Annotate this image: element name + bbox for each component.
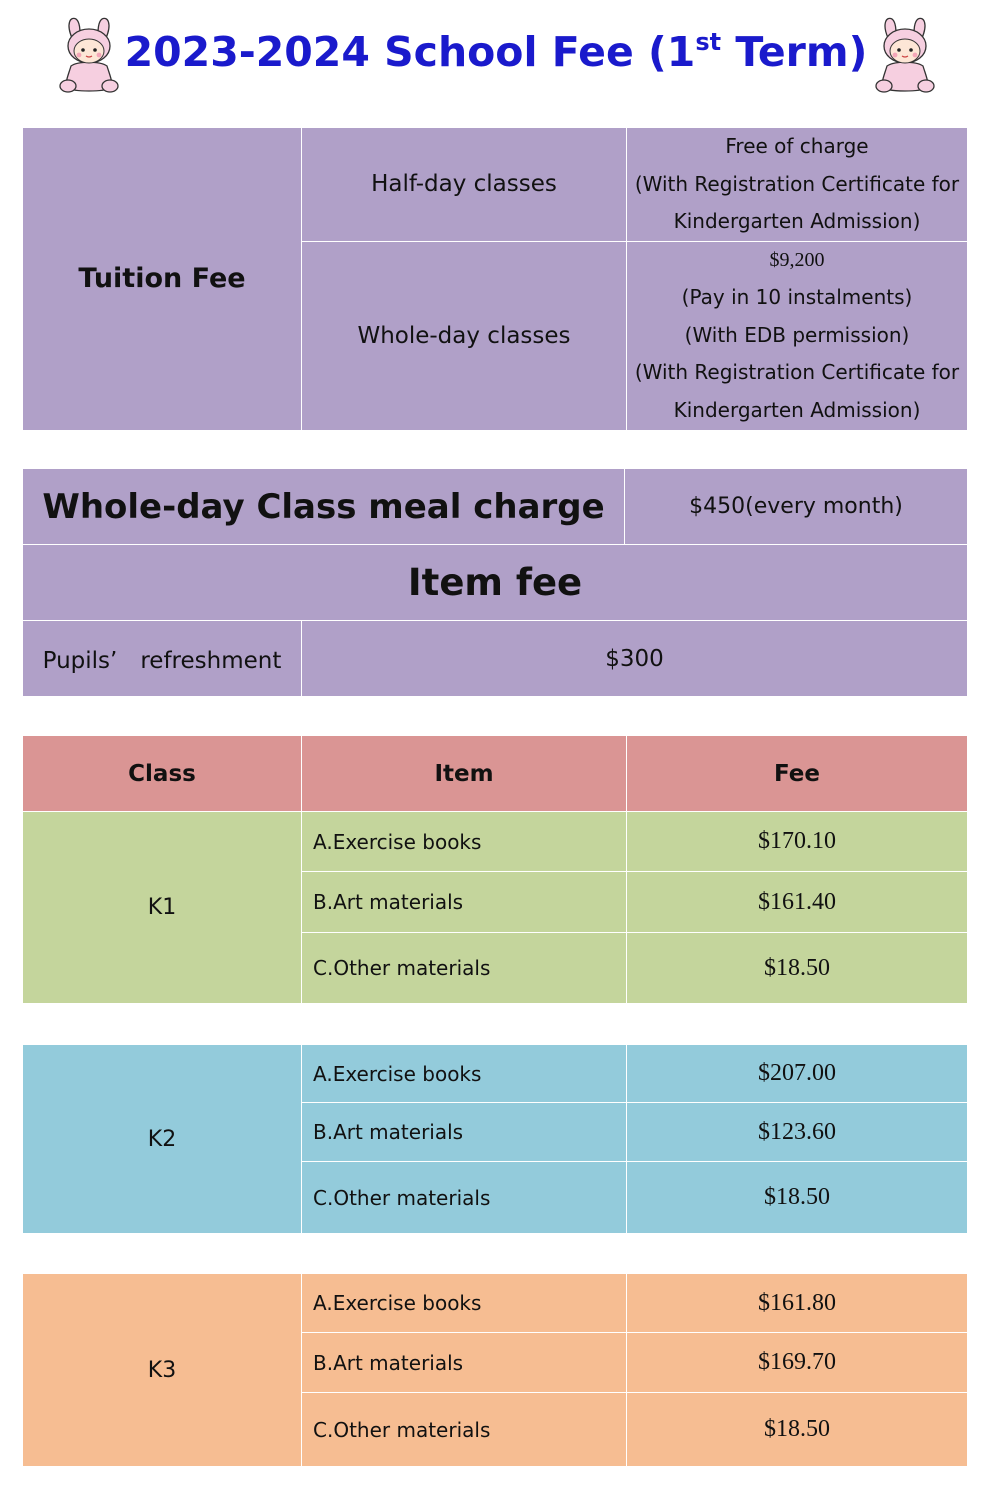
bunny-baby-icon bbox=[58, 16, 120, 96]
item-name: C.Other materials bbox=[302, 1393, 627, 1467]
item-name: B.Art materials bbox=[302, 1103, 627, 1162]
item-fee: $123.60 bbox=[627, 1103, 968, 1162]
whole-day-label: Whole-day classes bbox=[302, 241, 627, 430]
whole-day-fee: $9,200 (Pay in 10 instalments) (With EDB permission) (With Registration Certificate for Kindergarten Admission) bbox=[627, 241, 968, 430]
item-fee: $18.50 bbox=[627, 1162, 968, 1234]
item-fee: $170.10 bbox=[627, 812, 968, 872]
meal-item-table bbox=[22, 468, 968, 697]
item-fee: $207.00 bbox=[627, 1045, 968, 1103]
tuition-fee-label: Tuition Fee bbox=[23, 128, 302, 431]
item-fee: $18.50 bbox=[627, 1393, 968, 1467]
item-name: C.Other materials bbox=[302, 933, 627, 1004]
half-day-label: Half-day classes bbox=[302, 128, 627, 242]
class-name: K2 bbox=[23, 1045, 302, 1234]
class-k3-table bbox=[22, 1273, 968, 1467]
meal-charge-label: Whole-day Class meal charge bbox=[23, 469, 625, 545]
refreshment-value: $300 bbox=[302, 621, 968, 697]
refreshment-label: Pupils’ refreshment bbox=[23, 621, 302, 697]
class-k2-table bbox=[22, 1044, 968, 1234]
meal-charge-value: $450(every month) bbox=[625, 469, 968, 545]
item-name: A.Exercise books bbox=[302, 812, 627, 872]
class-name: K1 bbox=[23, 812, 302, 1004]
header-fee: Fee bbox=[627, 736, 968, 812]
item-fee: $161.40 bbox=[627, 872, 968, 933]
item-name: A.Exercise books bbox=[302, 1045, 627, 1103]
item-fee: $18.50 bbox=[627, 933, 968, 1004]
item-name: B.Art materials bbox=[302, 1333, 627, 1393]
class-name: K3 bbox=[23, 1274, 302, 1467]
header-item: Item bbox=[302, 736, 627, 812]
bunny-baby-icon bbox=[874, 16, 936, 96]
header-class: Class bbox=[23, 736, 302, 812]
item-name: A.Exercise books bbox=[302, 1274, 627, 1333]
item-fee: $169.70 bbox=[627, 1333, 968, 1393]
tuition-table bbox=[22, 127, 968, 431]
class-k1-table bbox=[22, 811, 968, 1004]
item-name: B.Art materials bbox=[302, 872, 627, 933]
class-table-header bbox=[22, 735, 968, 812]
half-day-fee: Free of charge (With Registration Certificate for Kindergarten Admission) bbox=[627, 128, 968, 242]
item-name: C.Other materials bbox=[302, 1162, 627, 1234]
item-fee-title: Item fee bbox=[23, 545, 968, 621]
item-fee: $161.80 bbox=[627, 1274, 968, 1333]
page-title: 2023-2024 School Fee (1st Term) bbox=[124, 28, 868, 76]
